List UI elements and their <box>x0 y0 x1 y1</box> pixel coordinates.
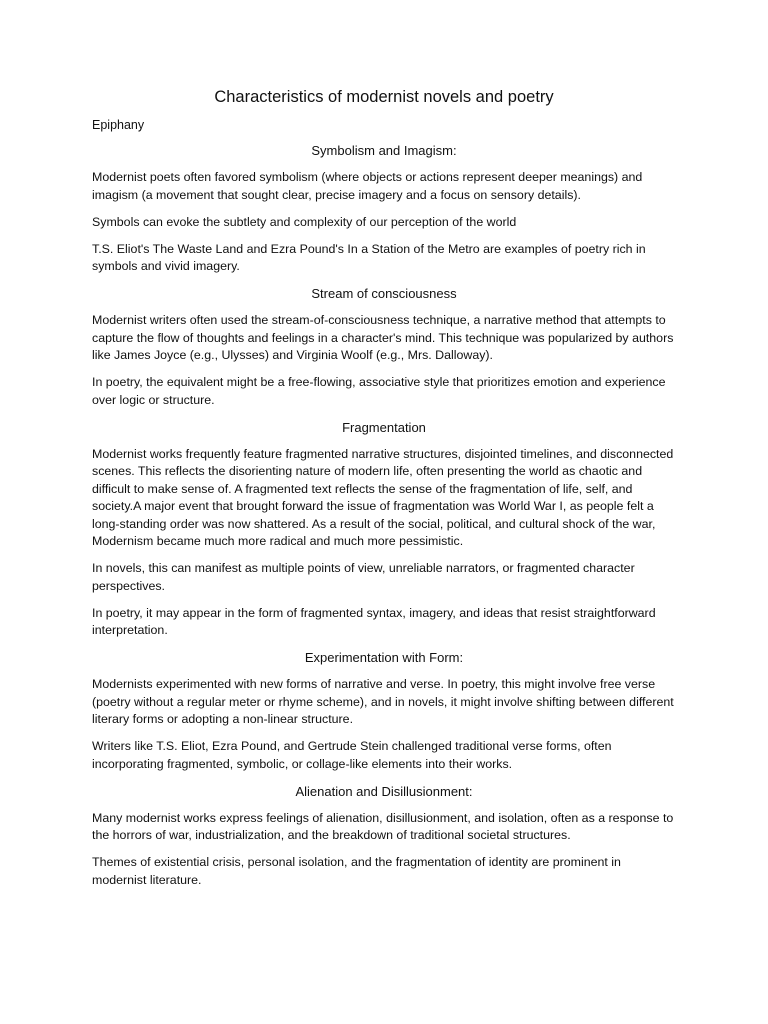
section-experimentation-with-form <box>92 649 676 773</box>
section-heading: Alienation and Disillusionment: <box>295 783 473 799</box>
paragraph: In novels, this can manifest as multiple points of view, unreliable narrators, or fragmented character perspectives. <box>92 561 635 593</box>
section-heading: Experimentation with Form: <box>304 650 464 665</box>
paragraph: Modernist works frequently feature fragmented narrative structures, disjointed timelines, and disconnected scenes. This reflects the disorienting nature of modern life, often presenting the world as chaotic and difficult to make sense of. A fragmented text reflects the sense of the fragmentation of life, self, and society.A major event that brought forward the issue of fragmentation was World War I, as people felt a long-standing order was now shattered. As a result of the social, political, and cultural shock of the war, Modernism became much more radical and much more pessimistic. <box>92 446 674 548</box>
section-heading: Symbolism and Imagism: <box>311 143 457 158</box>
paragraph: T.S. Eliot's The Waste Land and Ezra Pound's In a Station of the Metro are examples of poetry rich in symbols and vivid imagery. <box>92 241 646 273</box>
paragraph: Writers like T.S. Eliot, Ezra Pound, and Gertrude Stein challenged traditional verse forms, often incorporating fragmented, symbolic, or collage-like elements into their works. <box>92 739 612 771</box>
section-heading: Fragmentation <box>342 419 426 435</box>
paragraph: In poetry, the equivalent might be a free-flowing, associative style that prioritizes emotion and experience over logic or structure. <box>92 375 666 407</box>
section-alienation-disillusionment <box>92 783 676 890</box>
paragraph: In poetry, it may appear in the form of fragmented syntax, imagery, and ideas that resist straightforward interpretation. <box>92 605 656 637</box>
paragraph: Symbols can evoke the subtlety and complexity of our perception of the world <box>92 214 517 229</box>
document-title: Characteristics of modernist novels and poetry <box>214 88 554 106</box>
paragraph: Modernist writers often used the stream-of-consciousness technique, a narrative method that attempts to capture the flow of thoughts and feelings in a character's mind. This technique was popularized by authors like James Joyce (e.g., Ulysses) and Virginia Woolf (e.g., Mrs. Dalloway). <box>92 313 674 362</box>
paragraph: Modernist poets often favored symbolism (where objects or actions represent deeper meanings) and imagism (a movement that sought clear, precise imagery and a focus on sensory details). <box>92 170 643 202</box>
paragraph: Themes of existential crisis, personal isolation, and the fragmentation of identity are prominent in modernist literature. <box>92 855 621 887</box>
section-heading: Stream of consciousness <box>311 286 457 301</box>
paragraph: Many modernist works express feelings of alienation, disillusionment, and isolation, often as a response to the horrors of war, industrialization, and the breakdown of traditional societal structures. <box>92 810 674 842</box>
section-fragmentation <box>92 419 676 640</box>
intro-label: Epiphany <box>92 118 145 132</box>
paragraph: Modernists experimented with new forms of narrative and verse. In poetry, this might involve free verse (poetry without a regular meter or rhyme scheme), and in novels, it might involve shifting between different literary forms or adopting a non-linear structure. <box>92 677 674 726</box>
section-symbolism-imagism <box>92 142 676 276</box>
document-body <box>92 86 676 899</box>
section-stream-of-consciousness <box>92 285 676 409</box>
